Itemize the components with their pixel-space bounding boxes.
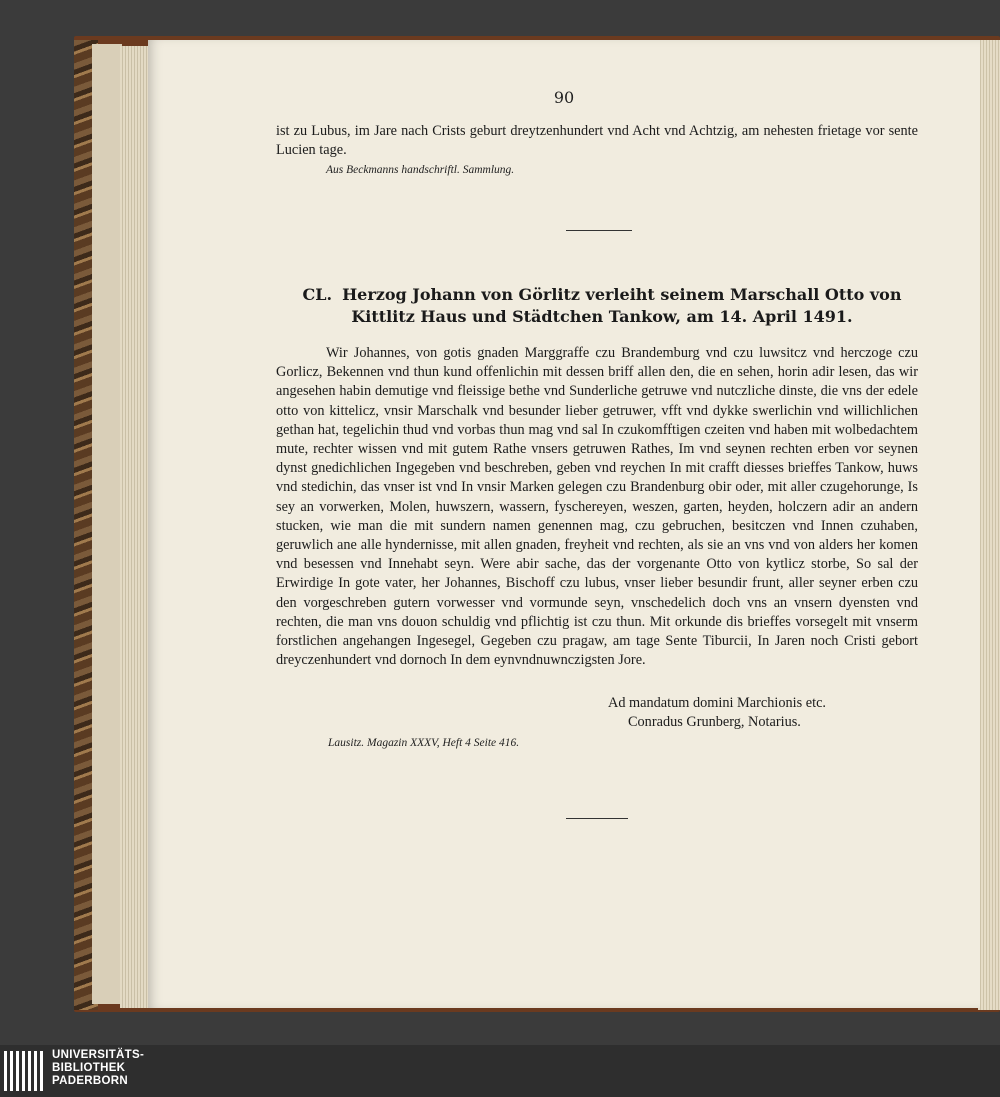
book-page — [148, 40, 980, 1008]
library-name: UNIVERSITÄTS- BIBLIOTHEK PADERBORN — [52, 1049, 145, 1087]
document-title: Herzog Johann von Görlitz verleiht seinem Marschall Otto von Kittlitz Haus und Städtchen Tankow, am 14. April 1491. — [342, 285, 902, 326]
previous-text: ist zu Lubus, im Jare nach Crists geburt dreytzenhundert vnd Acht vnd Achtzig, am nehesten frietage vor sente Lucien tage. — [276, 123, 918, 159]
document-body — [276, 344, 918, 670]
section-divider-bottom — [566, 818, 628, 819]
library-logo-icon — [4, 1051, 46, 1091]
page-edges-right — [978, 40, 1000, 1010]
body-text: Wir Johannes, von gotis gnaden Marggraffe czu Brandemburg vnd czu luwsitcz vnd herczoge czu Gorlicz, Bekennen vnd thun kund offenlichin mit dessen briff allen den, die en sehen, horin adir lesen, das wir angesehen habin demutige vnd fleissige bethe vnd Sunderliche getruwe vnd nutczliche dinste, die vns der edele otto von kittelicz, vnsir Marschalk vnd besunder lieber getruwer, vfft vnd dykke swerlichin vnd willichlichen gethan hat, tegelichin thud vnd vorbas thun mag vnd sal In czukomfftigen czeiten vnd haben mit wolbedachtem mute, rechter wissen vnd mit gutem Rathe vnsers getruwen Rathes, Im vnd seynen rechten erben vor seynen dynst gnedichlichen Ingegeben vnd beschreben, geben vnd reychen In mit crafft diesses brieffes Tankow, huws vnd stedichin, das vnser ist vnd In vnsir Marken gelegen czu Brandenburg obir oder, mit aller czugehorunge, Is sey an vorwerken, Molen, huwszern, wassern, fyschereyen, weszen, garten, heyden, holczern adir an andern stucken, wie man die mit sundern namen genennen mag, czu gebruchen, besitczen vnd Innen czuhaben, geruwlich ane alle hyndernisse, mit allen gnaden, freyheit vnd rechten, als sie an vns vnd von alders her komen vnd besessen vnd Innehabt seyn. Were abir sache, das der vorgenante Otto von kytlicz storbe, So sal der Erwirdige In gote vater, her Johannes, Bischoff czu lubus, vnser lieber besundir frunt, aller seyner erben czu den vorgeschreben gutern vorwesser vnd vormunde seyn, vnschedelich doch vns an vnsern dyensten vnd rechten, die man vns douon schuldig vnd pflichtig ist czu thun. Mit orkunde dis brieffes vorsegelt mit vnserm forstlichen angehangen Ingesegel, Gegeben czu pragaw, am tage Sente Tiburcii, In Jaren noch Cristi gebort dreyczenhundert vnd dornoch In dem eynvndnuwnczigsten Jore. — [276, 345, 918, 669]
previous-source: Aus Beckmanns handschriftl. Sammlung. — [326, 164, 515, 176]
closing-mandate: Ad mandatum domini Marchionis etc. — [608, 695, 826, 711]
library-footer — [0, 1045, 1000, 1097]
document-number: CL. — [302, 285, 333, 304]
source-citation: Lausitz. Magazin XXXV, Heft 4 Seite 416. — [328, 737, 520, 749]
endpaper — [92, 44, 122, 1004]
page-number: 90 — [553, 88, 575, 107]
closing-notary: Conradus Grunberg, Notarius. — [628, 714, 801, 730]
previous-document-ending — [276, 122, 918, 160]
page-edges-left — [120, 46, 150, 1008]
document-heading — [286, 284, 918, 328]
section-divider — [566, 230, 632, 231]
